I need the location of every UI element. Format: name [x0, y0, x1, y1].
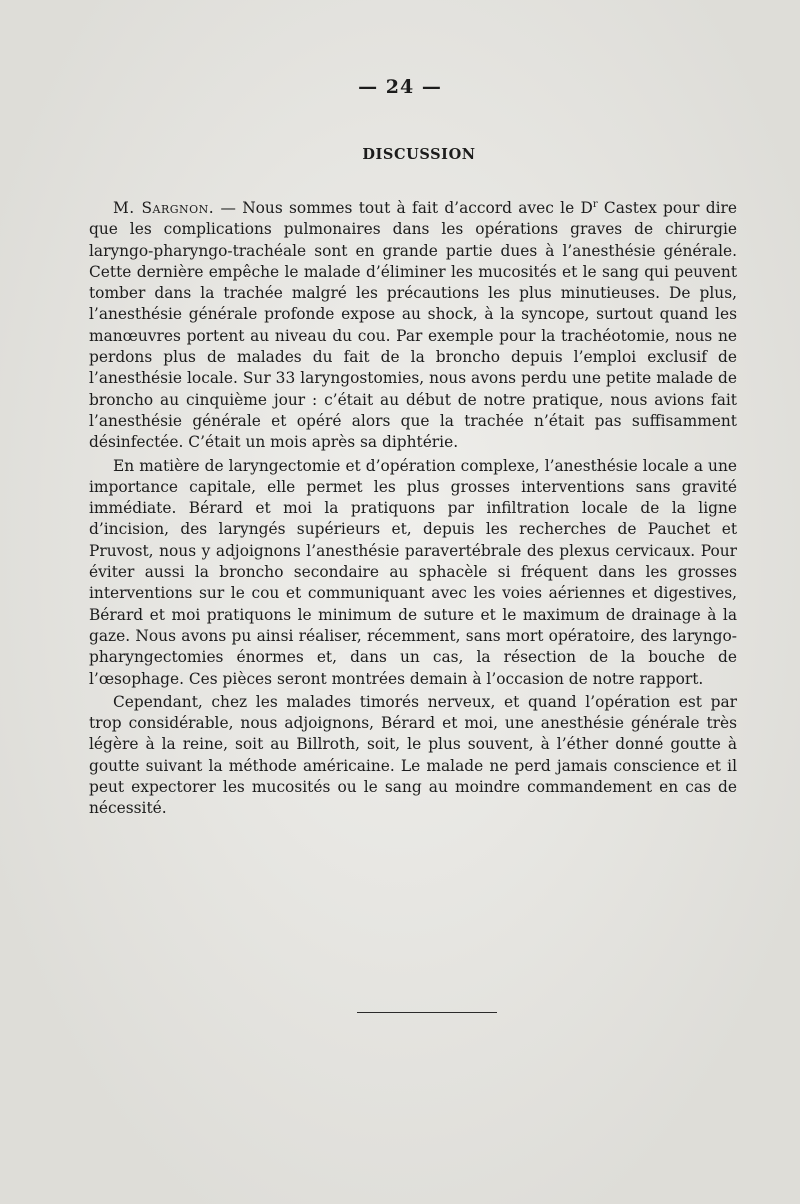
paragraph-1-rest: Castex pour dire que les complications pulmonaires dans les opérations graves de chirurgie laryngo-pharyngo-trachéale sont en grande partie dues à l’anesthésie générale. Cette dernière empêche le malade d’éliminer les mucosités et le sang qui peuvent tomber dans la trachée malgré les précautions les plus minutieuses. De plus, l’anesthésie générale profonde expose au shock, à la syncope, surtout quand les manœuvres portent au niveau du cou. Par exemple pour la trachéotomie, nous ne perdons plus de malades du fait de la broncho depuis l’emploi exclusif de l’anesthésie locale. Sur 33 laryngostomies, nous avons perdu une petite malade de broncho au cinquième jour : c’était au début de notre pratique, nous avions fait l’anesthésie générale et opéré alors que la trachée n’était pas suffisamment désinfectée. C’était un mois après sa diphtérie.	[89, 199, 737, 452]
section-divider	[357, 1012, 497, 1013]
paragraph-3: Cependant, chez les malades timorés nerveux, et quand l’opération est par trop considérable, nous adjoignons, Bérard et moi, une anesthésie générale très légère à la reine, soit au Billroth, soit, le plus souvent, à l’éther donné goutte à goutte suivant la méthode américaine. Le malade ne perd jamais conscience et il peut expectorer les mucosités ou le sang au moindre commandement en cas de nécessité.	[89, 692, 737, 818]
body-text	[89, 198, 737, 822]
paragraph-1-lead: — Nous sommes tout à fait d’accord avec le D	[214, 199, 593, 217]
doctor-superscript: r	[592, 198, 598, 210]
speaker-name: M. Sargnon.	[113, 199, 215, 217]
paragraph-1	[89, 198, 737, 454]
paragraph-2: En matière de laryngectomie et d’opération complexe, l’anesthésie locale a une importance capitale, elle permet les plus grosses interventions sans gravité immédiate. Bérard et moi la pratiquons par infiltration locale de la ligne d’incision, des laryngés supérieurs et, depuis les recherches de Pauchet et Pruvost, nous y adjoignons l’anesthésie paravertébrale des plexus cervicaux. Pour éviter aussi la broncho secondaire au sphacèle si fréquent dans les grosses interventions sur le cou et communiquant avec les voies aériennes et digestives, Bérard et moi pratiquons le minimum de suture et le maximum de drainage à la gaze. Nous avons pu ainsi réaliser, récemment, sans mort opératoire, des laryngo-pharyngectomies énormes et, dans un cas, la résection de la bouche de l’œsophage. Ces pièces seront montrées demain à l’occasion de notre rapport.	[89, 456, 737, 688]
section-heading: DISCUSSION	[362, 146, 476, 163]
page-number: — 24 —	[358, 76, 442, 98]
